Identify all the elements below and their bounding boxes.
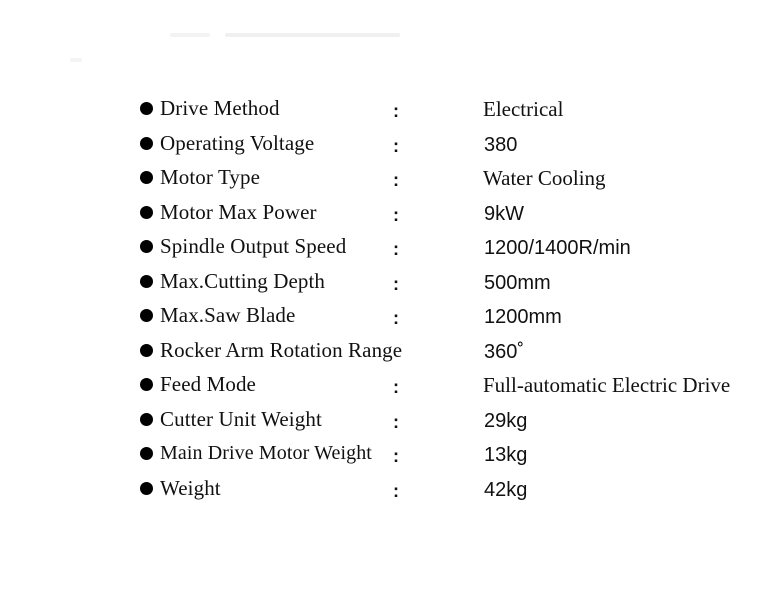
bullet-icon <box>140 309 153 322</box>
spec-row-max-saw-blade <box>0 299 780 334</box>
spec-label: Rocker Arm Rotation Range <box>160 337 403 362</box>
bullet-icon <box>140 378 153 391</box>
spec-value: 29kg <box>484 409 528 432</box>
faint-header-mark <box>225 33 400 37</box>
spec-label: Max.Cutting Depth <box>160 268 326 293</box>
spec-row-max-cutting-depth <box>0 265 780 300</box>
spec-row-drive-method <box>0 92 780 127</box>
spec-value: Electrical <box>483 97 564 121</box>
spec-separator: : <box>393 377 399 397</box>
bullet-icon <box>140 482 153 495</box>
bullet-icon <box>140 447 153 460</box>
bullet-icon <box>140 413 153 426</box>
spec-separator: : <box>393 411 399 432</box>
faint-header-mark <box>70 58 82 62</box>
spec-value: 42kg <box>484 478 528 501</box>
spec-separator: : <box>393 308 399 328</box>
bullet-icon <box>140 171 153 184</box>
spec-separator: : <box>393 135 399 156</box>
spec-label: Motor Max Power <box>160 199 317 224</box>
spec-separator: : <box>393 446 399 466</box>
spec-row-rocker-arm-rotation-range <box>0 334 780 369</box>
bullet-icon <box>140 275 153 288</box>
spec-value: 380 <box>484 133 518 156</box>
spec-row-main-drive-motor-weight <box>0 437 780 472</box>
spec-label: Drive Method <box>160 96 280 120</box>
spec-label: Motor Type <box>160 165 261 189</box>
bullet-icon <box>140 344 153 357</box>
spec-row-operating-voltage <box>0 127 780 162</box>
spec-row-motor-max-power <box>0 196 780 231</box>
spec-row-spindle-output-speed <box>0 230 780 265</box>
spec-value: 1200/1400R/min <box>484 237 631 259</box>
spec-separator: : <box>393 273 399 294</box>
spec-value: Water Cooling <box>483 166 606 190</box>
bullet-icon <box>140 240 153 253</box>
spec-label: Weight <box>160 475 221 500</box>
spec-value: 360˚ <box>484 340 525 363</box>
bullet-icon <box>140 137 153 150</box>
spec-separator: : <box>393 239 399 259</box>
faint-header-mark <box>170 33 210 37</box>
spec-label: Cutter Unit Weight <box>160 406 322 431</box>
spec-label: Operating Voltage <box>160 130 315 155</box>
spec-value: 13kg <box>484 444 528 466</box>
spec-label: Main Drive Motor Weight <box>160 442 372 464</box>
spec-separator: : <box>393 204 399 225</box>
spec-label: Feed Mode <box>160 372 256 396</box>
spec-list <box>0 92 780 506</box>
spec-row-motor-type <box>0 161 780 196</box>
spec-value: Full-automatic Electric Drive <box>483 373 731 397</box>
spec-label: Spindle Output Speed <box>160 234 347 258</box>
bullet-icon <box>140 102 153 115</box>
bullet-icon <box>140 206 153 219</box>
spec-value: 9kW <box>484 202 524 225</box>
spec-separator: : <box>393 480 399 501</box>
spec-value: 1200mm <box>484 306 562 328</box>
spec-label: Max.Saw Blade <box>160 303 296 327</box>
spec-separator: : <box>393 101 399 121</box>
spec-row-feed-mode <box>0 368 780 403</box>
spec-row-weight <box>0 472 780 507</box>
spec-separator: : <box>393 170 399 190</box>
spec-value: 500mm <box>484 271 551 294</box>
spec-row-cutter-unit-weight <box>0 403 780 438</box>
